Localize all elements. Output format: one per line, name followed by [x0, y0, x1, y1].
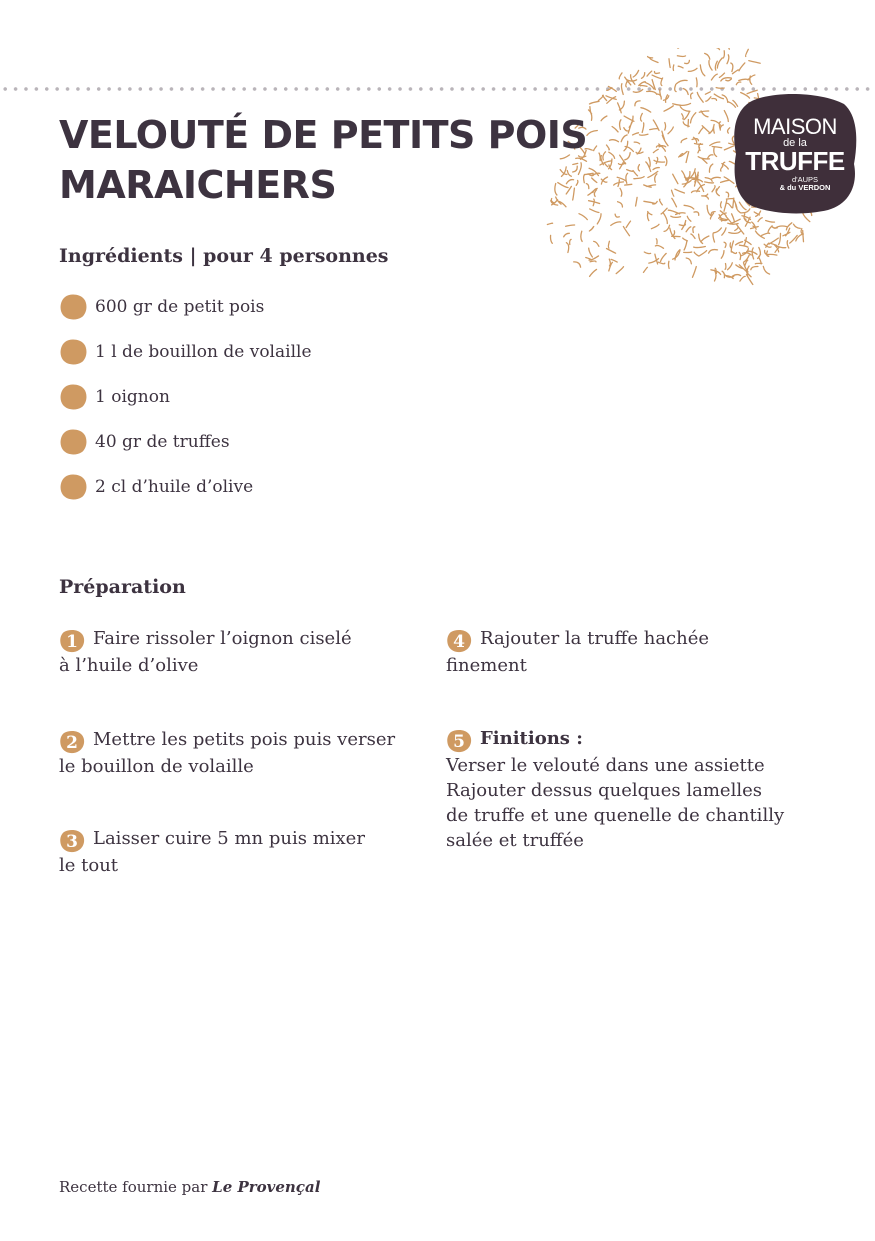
step-number-badge	[59, 629, 85, 653]
step-label: Finitions :	[480, 728, 583, 749]
ingredient-item	[59, 383, 312, 428]
recipe-title-line-2: MARAICHERS	[59, 163, 337, 207]
ingredient-item	[59, 428, 312, 473]
step-text-line-4: salée et truffée	[446, 830, 584, 851]
step-text-line-2: à l’huile d’olive	[59, 655, 199, 676]
truffle-bullet-icon	[59, 338, 87, 366]
recipe-title-line-1: VELOUTÉ DE PETITS POIS	[59, 113, 588, 157]
credit-prefix: Recette fournie par	[59, 1178, 208, 1196]
recipe-title	[59, 110, 659, 210]
step-text-line-1: Laisser cuire 5 mn puis mixer	[93, 828, 365, 849]
ingredient-text: 1 l de bouillon de volaille	[95, 342, 312, 362]
logo-aups: d'AUPS	[791, 175, 819, 184]
ingredients-heading: Ingrédients | pour 4 personnes	[59, 245, 389, 267]
truffle-bullet-icon	[59, 293, 87, 321]
preparation-step-3	[59, 826, 419, 878]
step-text-line-1: Faire rissoler l’oignon ciselé	[93, 628, 352, 649]
step-text-line-1: Mettre les petits pois puis verser	[93, 729, 396, 750]
recipe-credit	[59, 1178, 320, 1196]
step-number: 4	[453, 632, 465, 652]
preparation-step-2	[59, 727, 419, 779]
preparation-step-1	[59, 626, 419, 678]
credit-source: Le Provençal	[212, 1178, 321, 1196]
step-text-line-1: Rajouter la truffe hachée	[480, 628, 710, 649]
ingredient-text: 40 gr de truffes	[95, 432, 230, 452]
step-number: 3	[66, 832, 78, 852]
logo-maison: MAISON	[753, 114, 837, 139]
truffle-bullet-icon	[59, 473, 87, 501]
truffle-bullet-icon	[59, 428, 87, 456]
step-number-badge	[446, 729, 472, 753]
preparation-step-4	[446, 626, 856, 678]
preparation-heading: Préparation	[59, 576, 186, 598]
logo-text	[732, 92, 858, 214]
step-text-line-2: le bouillon de volaille	[59, 756, 254, 777]
step-number-badge	[59, 829, 85, 853]
logo-verdon: & du VERDON	[779, 183, 831, 192]
preparation-step-5	[446, 726, 856, 853]
ingredient-text: 2 cl d’huile d’olive	[95, 477, 254, 497]
logo-truffe: TRUFFE	[745, 146, 845, 176]
ingredient-text: 1 oignon	[95, 387, 170, 407]
step-number: 2	[66, 733, 78, 753]
step-number-badge	[446, 629, 472, 653]
ingredient-item	[59, 473, 312, 518]
step-number: 1	[66, 632, 78, 652]
ingredients-list	[59, 293, 312, 518]
step-text-line-1: Verser le velouté dans une assiette	[446, 755, 765, 776]
ingredient-item	[59, 293, 312, 338]
ingredient-text: 600 gr de petit pois	[95, 297, 265, 317]
ingredient-item	[59, 338, 312, 383]
step-text-line-2: le tout	[59, 855, 119, 876]
step-text-line-3: de truffe et une quenelle de chantilly	[446, 805, 785, 826]
truffle-bullet-icon	[59, 383, 87, 411]
step-text-line-2: finement	[446, 655, 527, 676]
logo-de-la: de la	[783, 137, 807, 149]
step-text-line-2: Rajouter dessus quelques lamelles	[446, 780, 762, 801]
step-number-badge	[59, 730, 85, 754]
step-number: 5	[453, 732, 465, 752]
